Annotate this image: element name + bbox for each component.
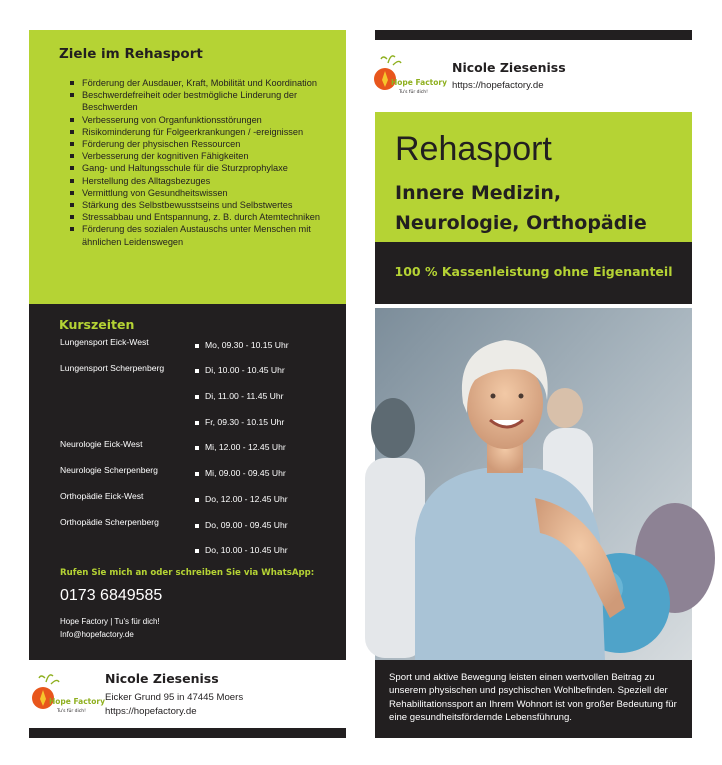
contact-name: Nicole Zieseniss	[452, 60, 566, 75]
divider-bar	[375, 30, 692, 40]
course-name: Lungensport Eick-West	[60, 337, 149, 347]
hope-factory-logo	[31, 668, 106, 722]
course-time: Di, 10.00 - 10.45 Uhr	[195, 365, 285, 375]
insurance-banner	[375, 242, 692, 304]
goal-item: Gang- und Haltungsschule für die Sturzprophylaxe	[70, 162, 340, 174]
course-time: Mi, 09.00 - 09.45 Uhr	[195, 468, 286, 478]
hope-factory-logo	[373, 49, 448, 103]
course-name: Neurologie Eick-West	[60, 439, 143, 449]
course-name: Neurologie Scherpenberg	[60, 465, 158, 475]
main-title: Rehasport	[395, 130, 552, 168]
contact-header	[375, 40, 692, 112]
goal-item: Verbesserung von Organfunktionsstörungen	[70, 114, 340, 126]
goal-item: Stärkung des Selbstbewusstseins und Selbstwertes	[70, 199, 340, 211]
divider-bar	[29, 728, 346, 738]
svg-text:Hope Factory: Hope Factory	[49, 697, 106, 706]
description-panel	[375, 660, 692, 738]
email-link[interactable]: Info@hopefactory.de	[60, 630, 134, 639]
contact-website[interactable]: https://hopefactory.de	[452, 80, 544, 91]
goal-item: Förderung des sozialen Austauschs unter Menschen mit ähnlichen Leidenswegen	[70, 223, 340, 247]
phone-number[interactable]: 0173 6849585	[60, 587, 163, 604]
call-text: Rufen Sie mich an oder schreiben Sie via WhatsApp:	[60, 568, 315, 578]
goal-item: Förderung der Ausdauer, Kraft, Mobilität und Koordination	[70, 77, 340, 89]
goals-title: Ziele im Rehasport	[59, 46, 203, 62]
goal-item: Vermittlung von Gesundheitswissen	[70, 187, 340, 199]
svg-text:Tu's für dich!: Tu's für dich!	[399, 90, 428, 95]
company-line: Hope Factory | Tu's für dich!	[60, 617, 160, 626]
course-time: Mi, 12.00 - 12.45 Uhr	[195, 442, 286, 452]
svg-text:Tu's für dich!: Tu's für dich!	[57, 709, 86, 714]
title-panel	[375, 112, 692, 242]
goal-item: Förderung der physischen Ressourcen	[70, 138, 340, 150]
goal-item: Risikominderung für Folgeerkrankungen / -ereignissen	[70, 126, 340, 138]
contact-website[interactable]: https://hopefactory.de	[105, 706, 197, 717]
goals-list	[70, 77, 340, 248]
course-time: Di, 11.00 - 11.45 Uhr	[195, 391, 284, 401]
photo-senior-woman	[375, 308, 692, 660]
sub-title: Innere Medizin, Neurologie, Orthopädie	[395, 182, 647, 234]
course-time: Do, 10.00 - 10.45 Uhr	[195, 545, 288, 555]
goals-panel	[29, 30, 346, 304]
goal-item: Beschwerdefreiheit oder bestmögliche Linderung der Beschwerden	[70, 89, 340, 113]
description-text: Sport und aktive Bewegung leisten einen wertvollen Beitrag zu unserem physischen und psychischen Wohlbefinden. Speziell der Rehabilitationssport an Ihrem Wohnort ist von großer Bedeutung für eine gesundheitsfördernde Lebensführung.	[389, 672, 677, 724]
contact-footer	[29, 660, 346, 728]
course-name: Orthopädie Eick-West	[60, 491, 144, 501]
course-times-panel	[29, 304, 346, 660]
contact-name: Nicole Zieseniss	[105, 671, 219, 686]
insurance-text: 100 % Kassenleistung ohne Eigenanteil	[394, 264, 673, 279]
svg-text:Hope Factory: Hope Factory	[391, 78, 448, 87]
goal-item: Verbesserung der kognitiven Fähigkeiten	[70, 150, 340, 162]
course-name: Lungensport Scherpenberg	[60, 363, 165, 373]
goal-item: Herstellung des Alltagsbezuges	[70, 175, 340, 187]
courses-title: Kurszeiten	[59, 317, 135, 332]
course-name: Orthopädie Scherpenberg	[60, 517, 159, 527]
course-time: Do, 09.00 - 09.45 Uhr	[195, 520, 288, 530]
contact-address: Eicker Grund 95 in 47445 Moers	[105, 692, 244, 703]
goal-item: Stressabbau und Entspannung, z. B. durch Atemtechniken	[70, 211, 340, 223]
course-time: Fr, 09.30 - 10.15 Uhr	[195, 417, 284, 427]
course-time: Mo, 09.30 - 10.15 Uhr	[195, 340, 289, 350]
course-time: Do, 12.00 - 12.45 Uhr	[195, 494, 288, 504]
